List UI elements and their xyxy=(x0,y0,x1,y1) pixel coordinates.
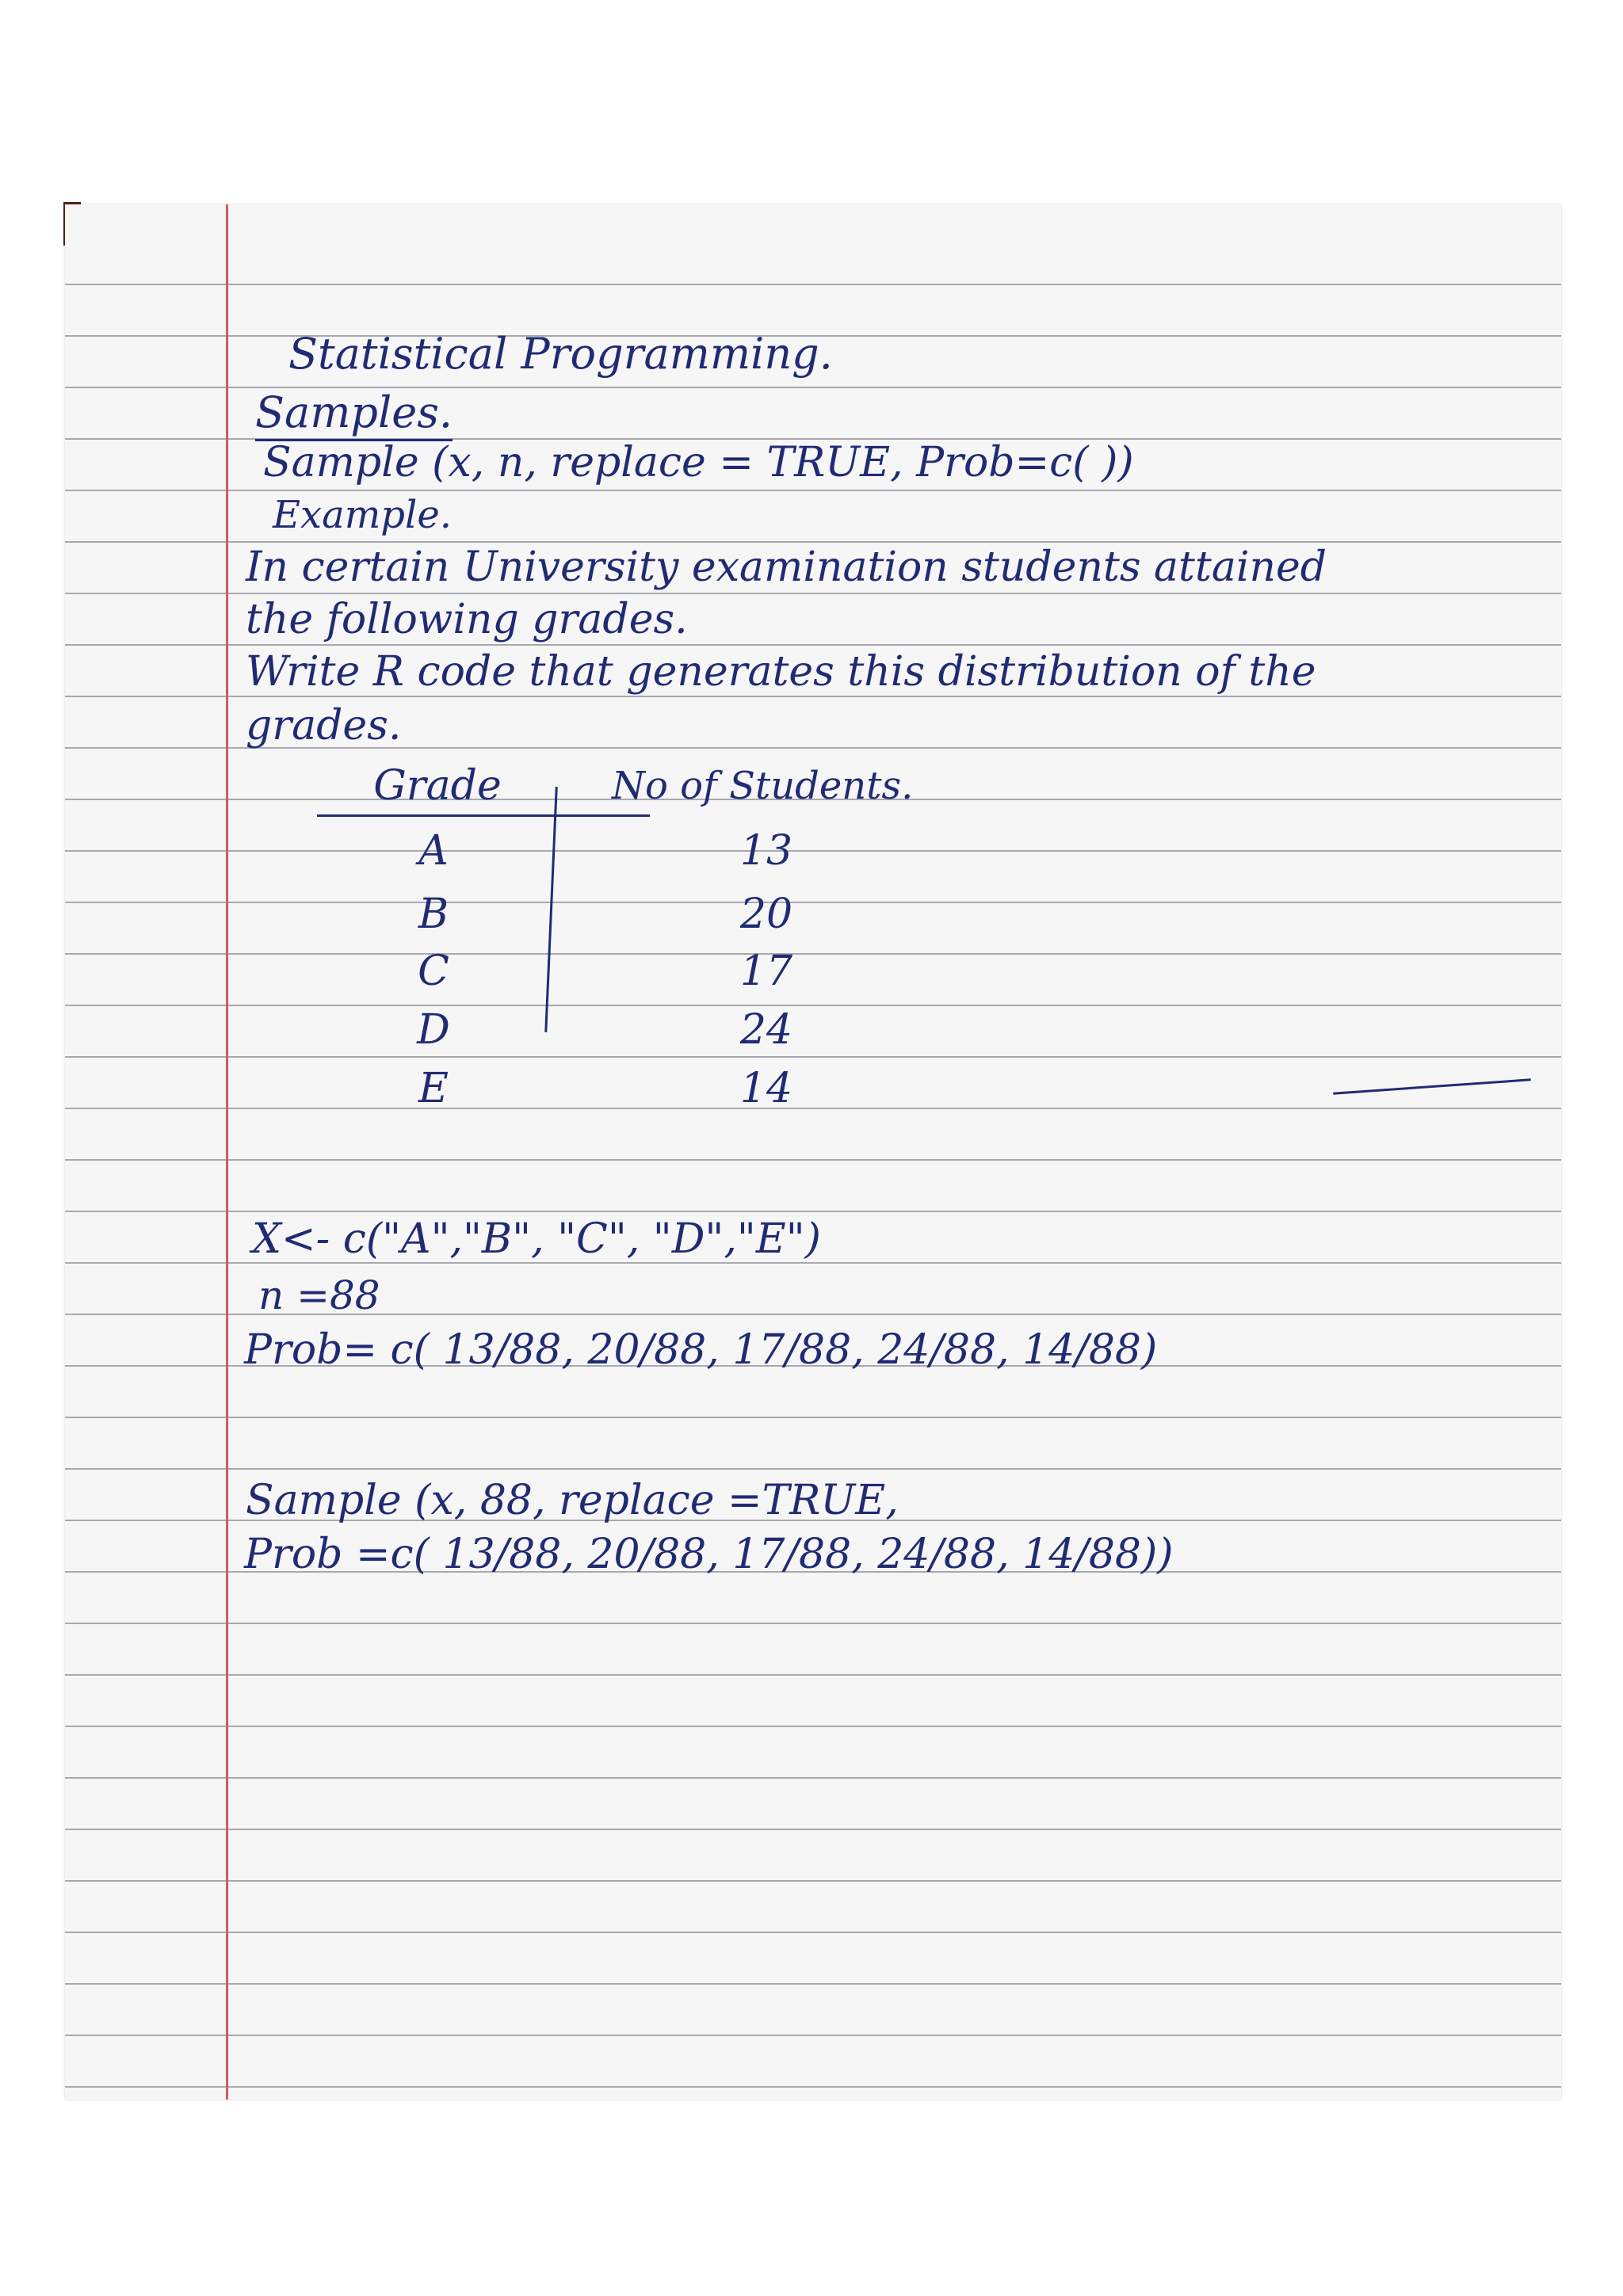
page-rule xyxy=(65,1623,1561,1624)
code-line-2: n =88 xyxy=(258,1272,380,1318)
page-rule xyxy=(65,490,1561,491)
page-rule xyxy=(65,696,1561,697)
table-count: 24 xyxy=(739,1006,793,1054)
page-rule xyxy=(65,1777,1561,1779)
question-line-3: Write R code that generates this distribution of the xyxy=(246,648,1316,696)
code-line-3: Prob= c( 13/88, 20/88, 17/88, 24/88, 14/88) xyxy=(244,1326,1158,1374)
table-grade: A xyxy=(418,827,449,875)
table-header-rule xyxy=(317,814,650,817)
question-line-1: In certain University examination students attained xyxy=(246,543,1327,591)
table-count: 20 xyxy=(739,891,793,938)
table-header-students: No of Students. xyxy=(612,764,914,808)
page-rule xyxy=(65,1674,1561,1676)
page-rule xyxy=(65,593,1561,594)
question-line-4: grades. xyxy=(246,702,402,749)
page-rule xyxy=(65,1726,1561,1727)
table-grade: D xyxy=(417,1006,450,1054)
table-count: 17 xyxy=(739,948,793,995)
page-rule xyxy=(65,2086,1561,2088)
stray-pen-stroke xyxy=(1333,1078,1531,1094)
page-rule xyxy=(65,1005,1561,1006)
sample-syntax: Sample (x, n, replace = TRUE, Prob=c( )) xyxy=(263,439,1134,486)
table-grade: E xyxy=(418,1065,449,1112)
page-rule xyxy=(65,1829,1561,1830)
answer-line-1: Sample (x, 88, replace =TRUE, xyxy=(246,1477,899,1524)
page-rule xyxy=(65,1211,1561,1212)
table-grade: C xyxy=(418,948,449,995)
page-rule xyxy=(65,1417,1561,1418)
page-rule xyxy=(65,1880,1561,1882)
table-count: 13 xyxy=(739,827,793,875)
margin-line xyxy=(226,204,228,2100)
page-rule xyxy=(65,1983,1561,1985)
table-divider xyxy=(544,787,558,1032)
table-header-grade: Grade xyxy=(373,762,502,810)
page-rule xyxy=(65,1468,1561,1470)
page-rule xyxy=(65,284,1561,285)
table-grade: B xyxy=(418,891,449,938)
answer-line-2: Prob =c( 13/88, 20/88, 17/88, 24/88, 14/88)) xyxy=(244,1531,1174,1578)
page-rule xyxy=(65,541,1561,543)
section-heading: Samples. xyxy=(255,391,453,441)
code-line-1: X<- c("A","B", "C", "D","E") xyxy=(252,1215,821,1263)
page-rule xyxy=(65,1056,1561,1058)
page-rule xyxy=(65,2035,1561,2036)
note-title: Statistical Programming. xyxy=(288,329,833,379)
table-count: 14 xyxy=(739,1065,793,1112)
question-line-2: the following grades. xyxy=(246,596,688,643)
page-rule xyxy=(65,644,1561,646)
page-rule xyxy=(65,1159,1561,1161)
page-rule xyxy=(65,1932,1561,1933)
example-label: Example. xyxy=(273,493,452,537)
notebook-page xyxy=(65,204,1561,2100)
